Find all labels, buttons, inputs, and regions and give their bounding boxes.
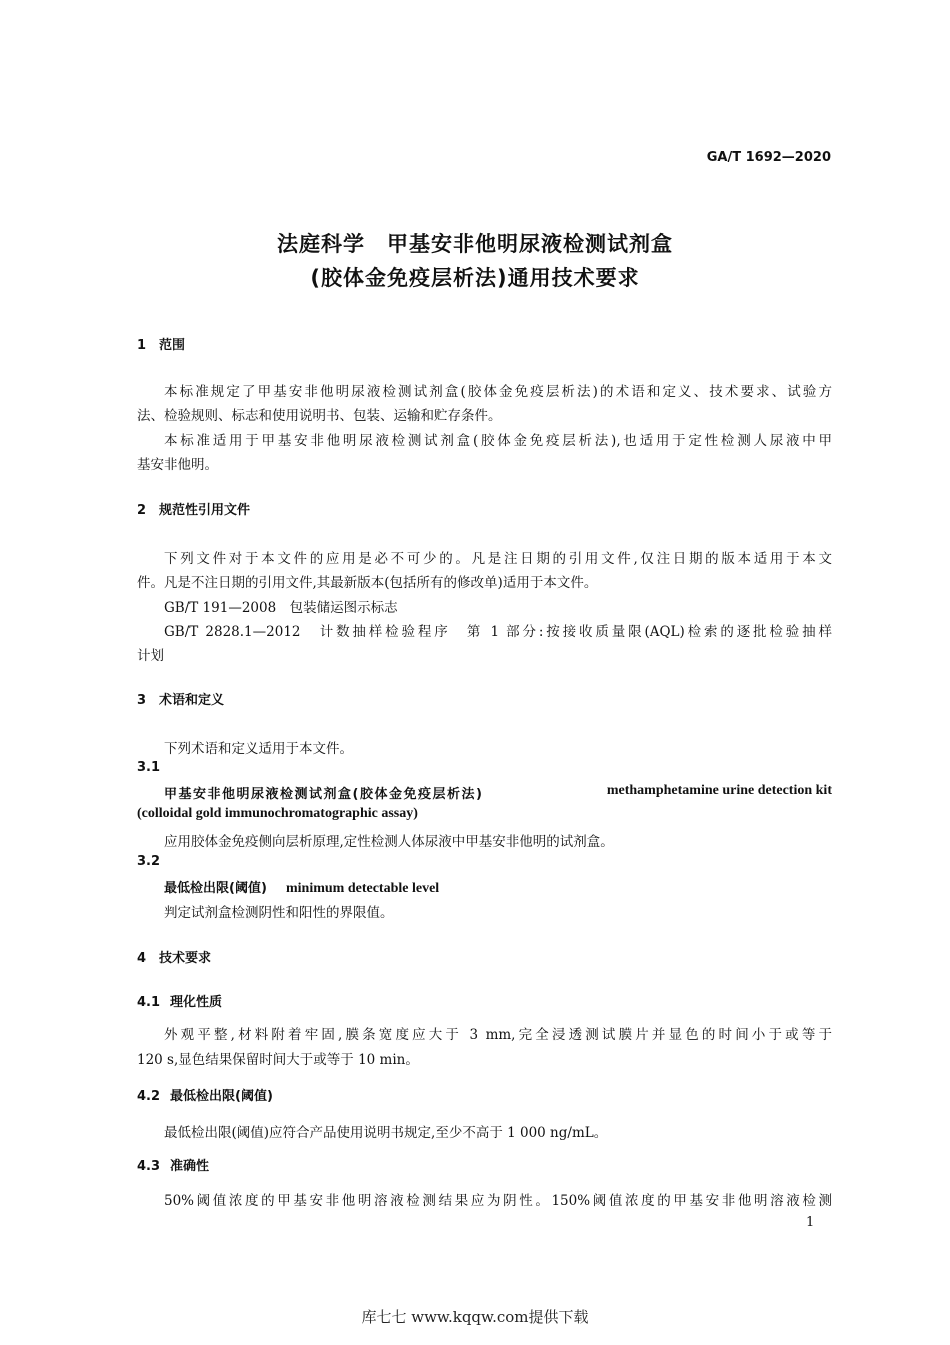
paragraph: 法、检验规则、标志和使用说明书、包装、运输和贮存条件。 bbox=[137, 408, 502, 424]
section-4-heading bbox=[137, 947, 211, 966]
subsection-title: 理化性质 bbox=[170, 995, 223, 1010]
subsection-4-3-heading bbox=[137, 1155, 209, 1174]
paragraph: 本标准适用于甲基安非他明尿液检测试剂盒(胶体金免疫层析法),也适用于定性检测人尿液中甲 bbox=[164, 433, 832, 449]
section-number: 4 bbox=[137, 951, 147, 966]
term-en: methamphetamine urine detection kit bbox=[606, 783, 832, 798]
normative-reference: GB/T 191—2008 包装储运图示标志 bbox=[164, 600, 398, 616]
paragraph: 本标准规定了甲基安非他明尿液检测试剂盒(胶体金免疫层析法)的术语和定义、技术要求、试验方 bbox=[164, 384, 832, 400]
term-cn: 甲基安非他明尿液检测试剂盒(胶体金免疫层析法) bbox=[164, 787, 484, 802]
term-number: 3.1 bbox=[137, 760, 161, 775]
paragraph: 下列文件对于本文件的应用是必不可少的。凡是注日期的引用文件,仅注日期的版本适用于本文 bbox=[164, 551, 832, 567]
section-title: 术语和定义 bbox=[159, 693, 225, 708]
term-en-continued: (colloidal gold immunochromatographic assay) bbox=[137, 806, 418, 821]
subsection-4-2-heading bbox=[137, 1085, 273, 1104]
subsection-title: 最低检出限(阈值) bbox=[170, 1089, 273, 1104]
document-title-line2: (胶体金免疫层析法)通用技术要求 bbox=[310, 266, 640, 290]
document-title-line1: 法庭科学 甲基安非他明尿液检测试剂盒 bbox=[277, 232, 673, 256]
section-title: 范围 bbox=[159, 338, 186, 353]
term-1-heading bbox=[164, 783, 832, 802]
paragraph: 件。凡是不注日期的引用文件,其最新版本(包括所有的修改单)适用于本文件。 bbox=[137, 575, 598, 591]
subsection-4-1-heading bbox=[137, 991, 222, 1010]
paragraph: 50%阈值浓度的甲基安非他明溶液检测结果应为阴性。150%阈值浓度的甲基安非他明溶液检测 bbox=[164, 1193, 832, 1209]
paragraph: 最低检出限(阈值)应符合产品使用说明书规定,至少不高于 1 000 ng/mL。 bbox=[164, 1125, 608, 1141]
subsection-number: 4.2 bbox=[137, 1089, 161, 1104]
paragraph: 120 s,显色结果保留时间大于或等于 10 min。 bbox=[137, 1052, 419, 1068]
section-number: 2 bbox=[137, 503, 147, 518]
page-number: 1 bbox=[806, 1215, 815, 1230]
term-definition: 应用胶体金免疫侧向层析原理,定性检测人体尿液中甲基安非他明的试剂盒。 bbox=[164, 834, 614, 850]
subsection-number: 4.3 bbox=[137, 1159, 161, 1174]
term-2-heading bbox=[164, 877, 439, 897]
section-title: 技术要求 bbox=[159, 951, 212, 966]
term-en: minimum detectable level bbox=[285, 881, 440, 896]
subsection-number: 4.1 bbox=[137, 995, 161, 1010]
footer-watermark: 库七七 www.kqqw.com提供下载 bbox=[361, 1308, 589, 1326]
paragraph: 外观平整,材料附着牢固,膜条宽度应大于 3 mm,完全浸透测试膜片并显色的时间小于或等于 bbox=[164, 1027, 832, 1043]
term-cn: 最低检出限(阈值) bbox=[164, 881, 267, 896]
paragraph: 下列术语和定义适用于本文件。 bbox=[164, 741, 353, 757]
term-number: 3.2 bbox=[137, 854, 161, 869]
section-2-heading bbox=[137, 499, 250, 518]
section-number: 1 bbox=[137, 338, 147, 353]
term-definition: 判定试剂盒检测阴性和阳性的界限值。 bbox=[164, 905, 394, 921]
paragraph: 基安非他明。 bbox=[137, 457, 218, 473]
section-3-heading bbox=[137, 689, 224, 708]
normative-reference: GB/T 2828.1—2012 计数抽样检验程序 第 1 部分:按接收质量限(AQL)检索的逐批检验抽样 bbox=[164, 624, 832, 640]
section-1-heading bbox=[137, 334, 185, 353]
normative-reference: 计划 bbox=[137, 648, 164, 664]
section-number: 3 bbox=[137, 693, 147, 708]
subsection-title: 准确性 bbox=[170, 1159, 210, 1174]
section-title: 规范性引用文件 bbox=[159, 503, 251, 518]
standard-number: GA/T 1692—2020 bbox=[706, 150, 831, 165]
